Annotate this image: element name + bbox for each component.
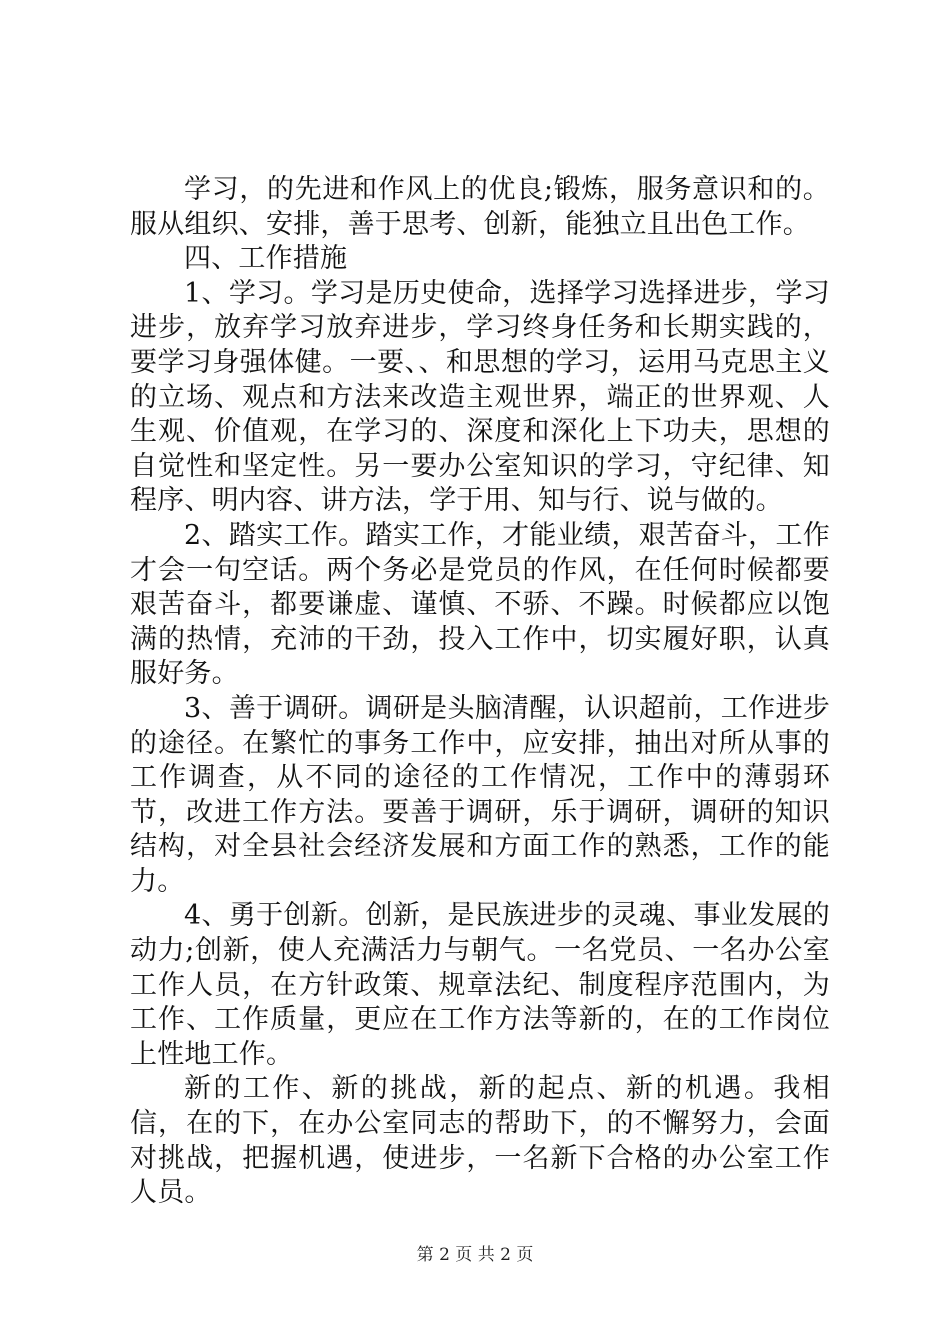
paragraph-research: 3、善于调研。调研是头脑清醒，认识超前，工作进步的途径。在繁忙的事务工作中，应安排，抽出对所从事的工作调查，从不同的途径的工作情况，工作中的薄弱环节，改进工作方法。要善于调研，乐于调研，调研的知识结构，对全县社会经济发展和方面工作的熟悉，工作的能力。 — [130, 692, 830, 897]
paragraph-conclusion: 新的工作、新的挑战，新的起点、新的机遇。我相信，在的下，在办公室同志的帮助下，的不懈努力，会面对挑战，把握机遇，使进步，一名新下合格的办公室工作人员。 — [130, 1073, 830, 1209]
paragraph-study: 1、学习。学习是历史使命，选择学习选择进步，学习进步，放弃学习放弃进步，学习终身任务和长期实践的，要学习身强体健。一要、、和思想的学习，运用马克思主义的立场、观点和方法来改造主观世界，端正的世界观、人生观、价值观，在学习的、深度和深化上下功夫，思想的自觉性和坚定性。另一要办公室知识的学习，守纪律、知程序、明内容、讲方法，学于用、知与行、说与做的。 — [130, 277, 830, 517]
paragraph-intro: 学习，的先进和作风上的优良;锻炼，服务意识和的。服从组织、安排，善于思考、创新，能独立且出色工作。 — [130, 174, 830, 240]
document-body — [130, 173, 830, 1211]
paragraph-practical-work: 2、踏实工作。踏实工作，才能业绩，艰苦奋斗，工作才会一句空话。两个务必是党员的作风，在任何时候都要艰苦奋斗，都要谦虚、谨慎、不骄、不躁。时候都应以饱满的热情，充沛的干劲，投入工作中，切实履好职，认真服好务。 — [130, 519, 830, 690]
section-heading-measures: 四、工作措施 — [184, 243, 348, 275]
paragraph-innovation: 4、勇于创新。创新，是民族进步的灵魂、事业发展的动力;创新，使人充满活力与朝气。一名党员、一名办公室工作人员，在方针政策、规章法纪、制度程序范围内，为工作、工作质量，更应在工作方法等新的，在的工作岗位上性地工作。 — [130, 900, 830, 1070]
page-number-footer: 第 2 页 共 2 页 — [416, 1245, 534, 1265]
